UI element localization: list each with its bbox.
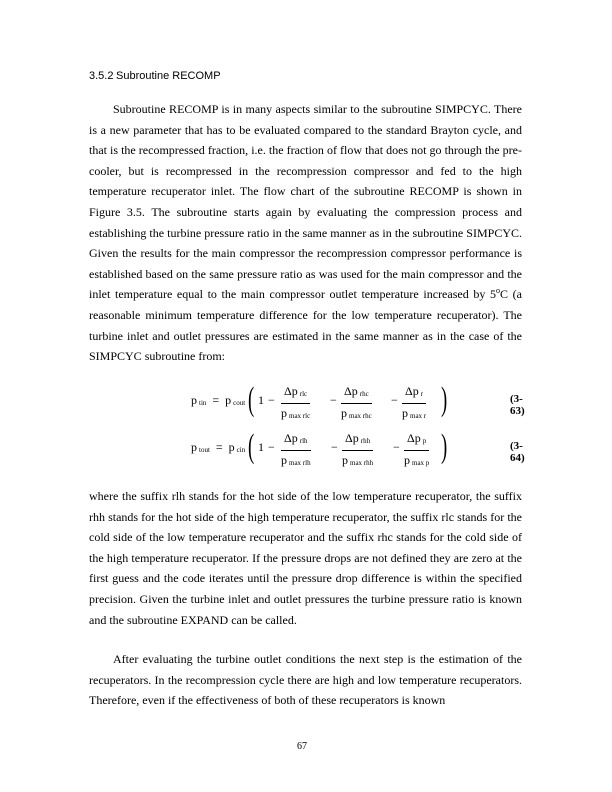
right-paren: ): [441, 381, 448, 418]
fraction-term: Δp rhh pmax rhh: [342, 431, 374, 467]
fraction-term: Δp p pmax p: [404, 431, 430, 467]
section-number: 3.5.2: [89, 70, 114, 82]
paragraph-text: C (a reasonable minimum temperature difference for the low temperature recuperator). The turbine inlet and outlet pressures are estimated in the same manner as in the case of the SIMPCYC subroutine from:: [89, 287, 522, 364]
equation-lhs: ptout = p cin: [191, 440, 246, 454]
fraction-term: Δp rlh pmax rlh: [281, 431, 311, 467]
equation-lhs: ptin = p cout: [191, 393, 246, 407]
equation-3-63: ptin = p cout ( 1 − Δp rlc pmax rlc − Δp rhc pmax rhc − Δp r pmax r ) (3-63): [191, 381, 531, 421]
paragraph-text: Subroutine RECOMP is in many aspects similar to the subroutine SIMPCYC. There is a new parameter that has to be evaluated compared to the standard Brayton cycle, and that is the recompressed fraction, i.e. the fraction of flow that does not go through the pre-cooler, but is recompressed in the recompression compressor and fed to the high temperature recuperator inlet. The flow chart of the subroutine RECOMP is shown in Figure 3.5. The subroutine starts again by evaluating the compression process and establishing the turbine pressure ratio in the same manner as in the subroutine SIMPCYC. Given the results for the main compressor the recompression compressor performance is established based on the same pressure ratio as was used for the main compressor and the inlet temperature equal to the main compressor outlet temperature increased by 5: [89, 102, 522, 302]
fraction-term: Δp rhc pmax rhc: [341, 384, 372, 420]
equation-number: (3-63): [510, 393, 525, 417]
page-number: 67: [297, 741, 307, 752]
equation-number: (3-64): [510, 440, 525, 464]
left-paren: (: [248, 381, 255, 418]
left-paren: (: [248, 428, 255, 465]
right-paren: ): [441, 428, 448, 465]
fraction-term: Δp r pmax r: [402, 384, 427, 420]
paragraph-recuperators: After evaluating the turbine outlet conditions the next step is the estimation of the recuperators. In the recompression cycle there are high and low temperature recuperators. Therefore, even if the effectiveness of both of these recuperators is known: [89, 652, 522, 708]
section-title: Subroutine RECOMP: [116, 70, 221, 82]
equation-3-64: ptout = p cin ( 1 − Δp rlh pmax rlh − Δp rhh pmax rhh − Δp p pmax p ) (3-64): [191, 428, 531, 468]
paragraph-intro: [89, 99, 522, 367]
fraction-term: Δp rlc pmax rlc: [281, 384, 311, 420]
degree-superscript: o: [496, 286, 501, 296]
paragraph-suffix-definitions: where the suffix rlh stands for the hot side of the low temperature recuperator, the suffix rhh stands for the hot side of the high temperature recuperator, the suffix rlc stands for the cold side of the low temperature recuperator and the suffix rhc stands for the cold side of the high temperature recuperator. If the pressure drops are not defined they are zero at the first guess and the code iterates until the pressure drop difference is within the specified precision. Given the turbine inlet and outlet pressures the turbine pressure ratio is known and the subroutine EXPAND can be called.: [89, 489, 522, 627]
section-heading: [89, 70, 221, 82]
